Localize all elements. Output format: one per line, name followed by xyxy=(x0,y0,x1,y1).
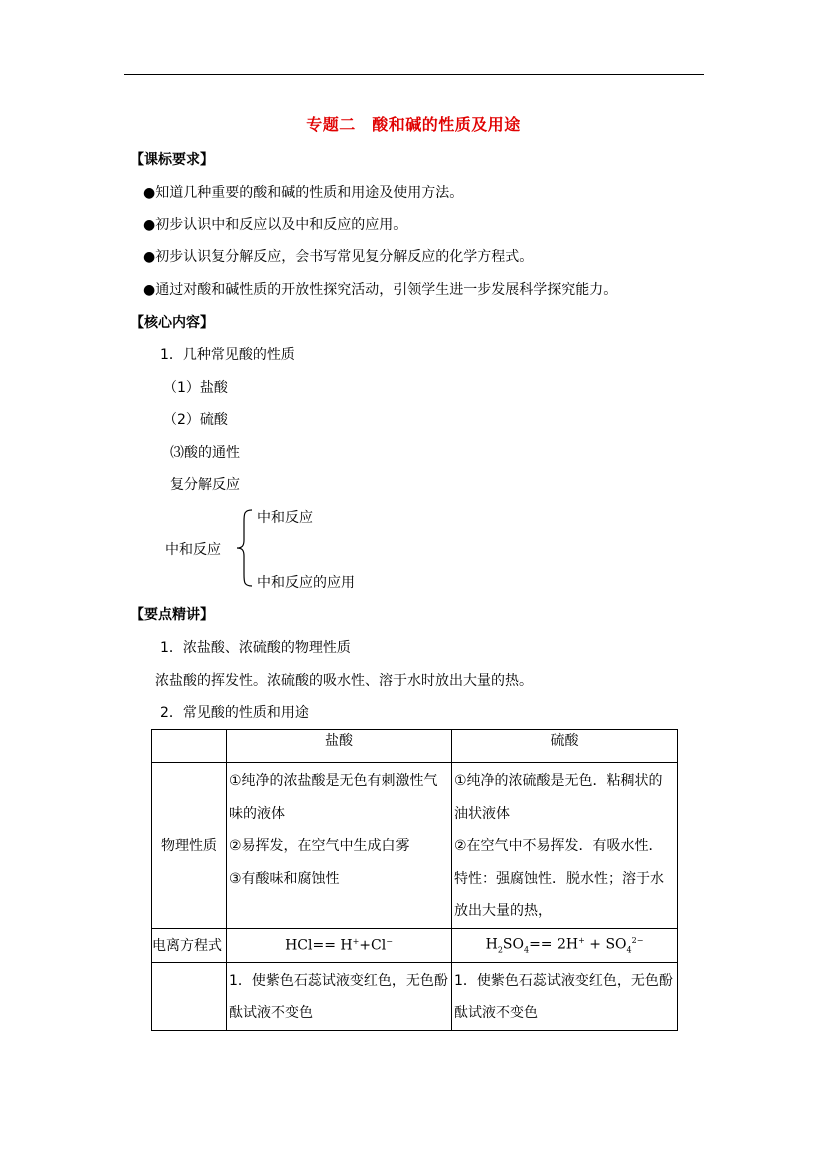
key-point-1-text: 浓盐酸的挥发性。浓硫酸的吸水性、溶于水时放出大量的热。 xyxy=(155,673,533,689)
tree-branch-neutralization: 中和反应 xyxy=(257,510,313,526)
core-item-hcl: （1）盐酸 xyxy=(163,380,228,396)
section-heading-key-points: 【要点精讲】 xyxy=(130,607,214,623)
key-point-1-title: 1．浓盐酸、浓硫酸的物理性质 xyxy=(160,640,351,656)
cell-h2so4-chemical: 1．使紫色石蕊试液变红色，无色酚酞试液不变色 xyxy=(452,962,678,1030)
cell-h2so4-ionization: $H_2SO_4== 2H^+ + SO_4^{2-}$ xyxy=(452,928,678,962)
tree-root: 中和反应 xyxy=(165,542,221,558)
row-label-ionization: 电离方程式 xyxy=(152,928,227,962)
section-heading-core: 【核心内容】 xyxy=(130,315,214,331)
table-row-chemical xyxy=(152,962,678,1030)
table-header-h2so4: 硫酸 xyxy=(452,730,678,763)
acid-properties-table xyxy=(151,729,678,1031)
header-rule xyxy=(124,74,704,75)
cell-hcl-chemical: 1．使紫色石蕊试液变红色，无色酚酞试液不变色 xyxy=(227,962,452,1030)
cell-hcl-physical xyxy=(227,763,452,929)
standard-item-3: ●初步认识复分解反应，会书写常见复分解反应的化学方程式。 xyxy=(143,249,534,265)
h2so4-physical-line-2: ②在空气中不易挥发．有吸水性．特性：强腐蚀性．脱水性；溶于水放出大量的热， xyxy=(454,838,664,919)
standard-item-2: ●初步认识中和反应以及中和反应的应用。 xyxy=(143,217,408,233)
hcl-physical-line-3: ③有酸味和腐蚀性 xyxy=(229,870,340,887)
core-item-double-decomposition: 复分解反应 xyxy=(170,477,240,493)
table-header-hcl: 盐酸 xyxy=(227,730,452,763)
table-row-physical xyxy=(152,763,678,929)
core-item-general: ⑶酸的通性 xyxy=(170,445,240,461)
table-header-row xyxy=(152,730,678,763)
hcl-physical-line-1: ①纯净的浓盐酸是无色有刺激性气味的液体 xyxy=(229,773,438,822)
row-label-chemical-empty xyxy=(152,962,227,1030)
table-header-empty xyxy=(152,730,227,763)
h2so4-physical-line-1: ①纯净的浓硫酸是无色．粘稠状的油状液体 xyxy=(454,773,663,822)
section-heading-standards: 【课标要求】 xyxy=(130,152,214,168)
row-label-physical: 物理性质 xyxy=(152,763,227,929)
curly-brace-icon xyxy=(234,508,254,588)
standard-item-4: ●通过对酸和碱性质的开放性探究活动，引领学生进一步发展科学探究能力。 xyxy=(143,282,618,298)
tree-branch-application: 中和反应的应用 xyxy=(257,575,355,591)
cell-hcl-ionization: HCl== H++Cl− xyxy=(227,928,452,962)
core-item-acids: 1．几种常见酸的性质 xyxy=(160,347,295,363)
table-row-ionization xyxy=(152,928,678,962)
key-point-2-title: 2．常见酸的性质和用途 xyxy=(160,705,309,721)
core-item-h2so4: （2）硫酸 xyxy=(163,412,228,428)
standard-item-1: ●知道几种重要的酸和碱的性质和用途及使用方法。 xyxy=(143,185,464,201)
page-title: 专题二 酸和碱的性质及用途 xyxy=(306,115,521,134)
cell-h2so4-physical xyxy=(452,763,678,929)
hcl-physical-line-2: ②易挥发，在空气中生成白雾 xyxy=(229,838,410,854)
